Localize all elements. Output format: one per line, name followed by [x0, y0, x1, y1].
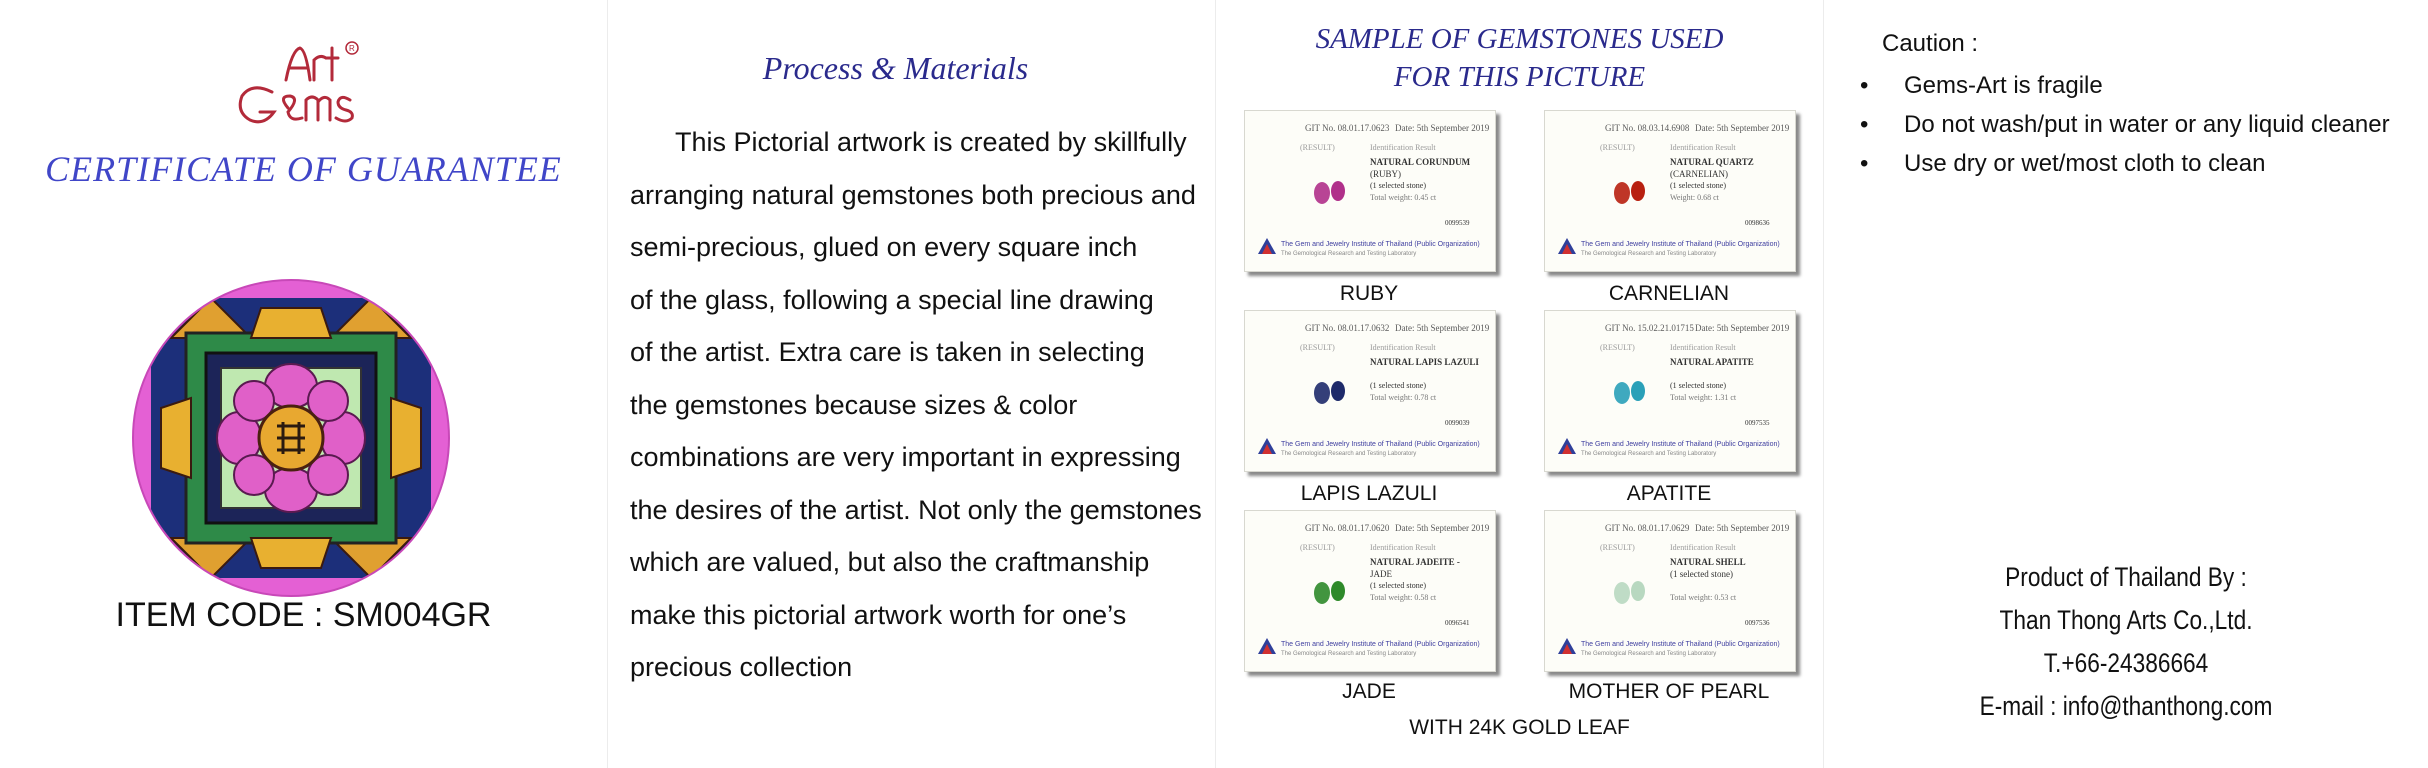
samples-title-line: SAMPLE OF GEMSTONES USED [1315, 23, 1724, 55]
samples-title [1216, 20, 1823, 96]
institute-logo-icon [1257, 436, 1277, 456]
reference-number: 0096541 [1445, 619, 1470, 627]
institute-logo-icon [1557, 236, 1577, 256]
body-line: semi-precious, glued on every square inch [630, 232, 1138, 262]
identification-label: Identification Result [1670, 143, 1736, 152]
gemstone-icon [1305, 371, 1355, 411]
selected-stone: (1 selected stone) [1370, 381, 1426, 390]
git-number: GIT No. 08.01.17.0623 [1305, 123, 1390, 133]
institute-name: The Gem and Jewelry Institute of Thailand (Public Organization) [1581, 641, 1780, 648]
institute-logo-icon [1257, 636, 1277, 656]
contact-block [1824, 556, 2428, 728]
gemstone-icon [1305, 571, 1355, 611]
selected-stone: (1 selected stone) [1670, 181, 1726, 190]
body-line: precious collection [630, 652, 853, 682]
certificate-date: Date: 5th September 2019 [1395, 323, 1490, 333]
process-title: Process & Materials [762, 50, 1029, 86]
certificate-date: Date: 5th September 2019 [1695, 323, 1790, 333]
institute-sub: The Gemological Research and Testing Laboratory [1581, 651, 1717, 657]
selected-stone: (1 selected stone) [1370, 581, 1426, 590]
art-gems-logo [228, 38, 368, 128]
git-number: GIT No. 08.01.17.0620 [1305, 523, 1390, 533]
institute-sub: The Gemological Research and Testing Laboratory [1281, 651, 1417, 657]
git-number: GIT No. 08.03.14.6908 [1605, 123, 1690, 133]
gem-weight: Total weight: 0.53 ct [1670, 593, 1737, 602]
institute-name: The Gem and Jewelry Institute of Thailand (Public Organization) [1581, 241, 1780, 248]
identification-label: Identification Result [1670, 343, 1736, 352]
selected-stone: (1 selected stone) [1370, 181, 1426, 190]
gem-weight: Total weight: 0.78 ct [1370, 393, 1437, 402]
reference-number: 0099039 [1445, 419, 1470, 427]
git-number: GIT No. 08.01.17.0629 [1605, 523, 1690, 533]
institute-logo-icon [1257, 236, 1277, 256]
contact-line: T.+66-24386664 [2043, 648, 2209, 678]
gem-nature: NATURAL SHELL [1670, 557, 1746, 567]
gem-label: JADE [1342, 680, 1396, 703]
contact-line: Than Thong Arts Co.,Ltd. [1999, 605, 2253, 635]
result-label: (RESULT) [1300, 343, 1335, 352]
body-line: This Pictorial artwork is created by skillfully [675, 127, 1187, 157]
process-panel [608, 0, 1215, 768]
body-line: combinations are very important in expressing [630, 442, 1181, 472]
gem-certificate-card [1244, 510, 1496, 672]
contact-line: E-mail : info@thanthong.com [1979, 691, 2273, 721]
caution-item: • Gems-Art is fragile [1860, 66, 2390, 105]
samples-title-line: FOR THIS PICTURE [1393, 61, 1646, 93]
certificate-title: CERTIFICATE OF GUARANTEE [45, 149, 562, 189]
certificate-date: Date: 5th September 2019 [1395, 523, 1490, 533]
result-label: (RESULT) [1600, 143, 1635, 152]
reference-number: 0097535 [1745, 419, 1770, 427]
result-label: (RESULT) [1300, 143, 1335, 152]
gem-nature: NATURAL QUARTZ [1670, 157, 1754, 167]
samples-panel [1216, 0, 1823, 768]
identification-label: Identification Result [1670, 543, 1736, 552]
caution-panel [1824, 0, 2428, 768]
institute-logo-icon [1557, 436, 1577, 456]
svg-text:R: R [349, 44, 355, 53]
caution-list [1860, 66, 2390, 183]
gem-weight: Weight: 0.68 ct [1670, 193, 1719, 202]
caution-item: • Use dry or wet/most cloth to clean [1860, 144, 2390, 183]
gem-nature: NATURAL CORUNDUM [1370, 157, 1471, 167]
gem-certificate-card [1544, 310, 1796, 472]
institute-name: The Gem and Jewelry Institute of Thailand (Public Organization) [1281, 441, 1480, 448]
institute-sub: The Gemological Research and Testing Laboratory [1581, 251, 1717, 257]
gem-subtype: (RUBY) [1370, 169, 1401, 179]
gem-nature: NATURAL LAPIS LAZULI [1370, 357, 1479, 367]
gem-nature: NATURAL APATITE [1670, 357, 1754, 367]
institute-sub: The Gemological Research and Testing Laboratory [1281, 251, 1417, 257]
mandala-artwork [131, 278, 451, 598]
git-number: GIT No. 08.01.17.0632 [1305, 323, 1390, 333]
gemstone-icon [1305, 171, 1355, 211]
gem-label: APATITE [1626, 482, 1712, 505]
selected-stone: (1 selected stone) [1670, 381, 1726, 390]
gem-weight: Total weight: 0.58 ct [1370, 593, 1437, 602]
body-line: which are valued, but also the craftmanship [630, 547, 1150, 577]
contact-line: Product of Thailand By : [2005, 562, 2247, 592]
reference-number: 0097536 [1745, 619, 1770, 627]
gemstone-icon [1605, 371, 1655, 411]
result-label: (RESULT) [1300, 543, 1335, 552]
gold-leaf-note: WITH 24K GOLD LEAF [1409, 716, 1630, 739]
process-body [630, 116, 1202, 694]
gem-label: MOTHER OF PEARL [1568, 680, 1770, 703]
gem-label: LAPIS LAZULI [1300, 482, 1438, 505]
body-line: arranging natural gemstones both precious and [630, 179, 1196, 210]
gemstone-icon [1605, 171, 1655, 211]
gem-weight: Total weight: 0.45 ct [1370, 193, 1437, 202]
gem-certificate-card [1244, 310, 1496, 472]
institute-name: The Gem and Jewelry Institute of Thailand (Public Organization) [1581, 441, 1780, 448]
body-line: of the glass, following a special line drawing [630, 284, 1154, 315]
gem-certificate-card [1544, 510, 1796, 672]
reference-number: 0098636 [1745, 219, 1770, 227]
gem-label: CARNELIAN [1608, 282, 1730, 305]
institute-name: The Gem and Jewelry Institute of Thailand (Public Organization) [1281, 241, 1480, 248]
gem-certificate-card [1544, 110, 1796, 272]
gem-label: RUBY [1339, 282, 1399, 305]
institute-name: The Gem and Jewelry Institute of Thailand (Public Organization) [1281, 641, 1480, 648]
body-line: of the artist. Extra care is taken in selecting [630, 337, 1145, 367]
caution-title: Caution : [1882, 30, 1979, 57]
institute-logo-icon [1557, 636, 1577, 656]
certificate-panel [0, 0, 607, 768]
certificate-date: Date: 5th September 2019 [1695, 123, 1790, 133]
caution-item: • Do not wash/put in water or any liquid cleaner [1860, 105, 2390, 144]
identification-label: Identification Result [1370, 543, 1436, 552]
result-label: (RESULT) [1600, 343, 1635, 352]
gem-certificate-card [1244, 110, 1496, 272]
body-line: make this pictorial artwork worth for one’s [630, 599, 1127, 630]
git-number: GIT No. 15.02.21.01715 [1605, 323, 1694, 333]
body-line: the desires of the artist. Not only the gemstones [630, 494, 1202, 525]
institute-sub: The Gemological Research and Testing Laboratory [1581, 451, 1717, 457]
identification-label: Identification Result [1370, 343, 1436, 352]
institute-sub: The Gemological Research and Testing Laboratory [1281, 451, 1417, 457]
gem-subtype: JADE [1370, 569, 1392, 579]
gem-subtype: (1 selected stone) [1670, 569, 1733, 579]
reference-number: 0099539 [1445, 219, 1470, 227]
result-label: (RESULT) [1600, 543, 1635, 552]
identification-label: Identification Result [1370, 143, 1436, 152]
certificate-date: Date: 5th September 2019 [1395, 123, 1490, 133]
gem-subtype: (CARNELIAN) [1670, 169, 1728, 179]
gem-weight: Total weight: 1.31 ct [1670, 393, 1737, 402]
certificate-date: Date: 5th September 2019 [1695, 523, 1790, 533]
gemstone-icon [1605, 571, 1655, 611]
body-line: the gemstones because sizes & color [630, 389, 1078, 420]
item-code: ITEM CODE : SM004GR [115, 596, 492, 634]
gem-nature: NATURAL JADEITE - [1370, 557, 1460, 567]
